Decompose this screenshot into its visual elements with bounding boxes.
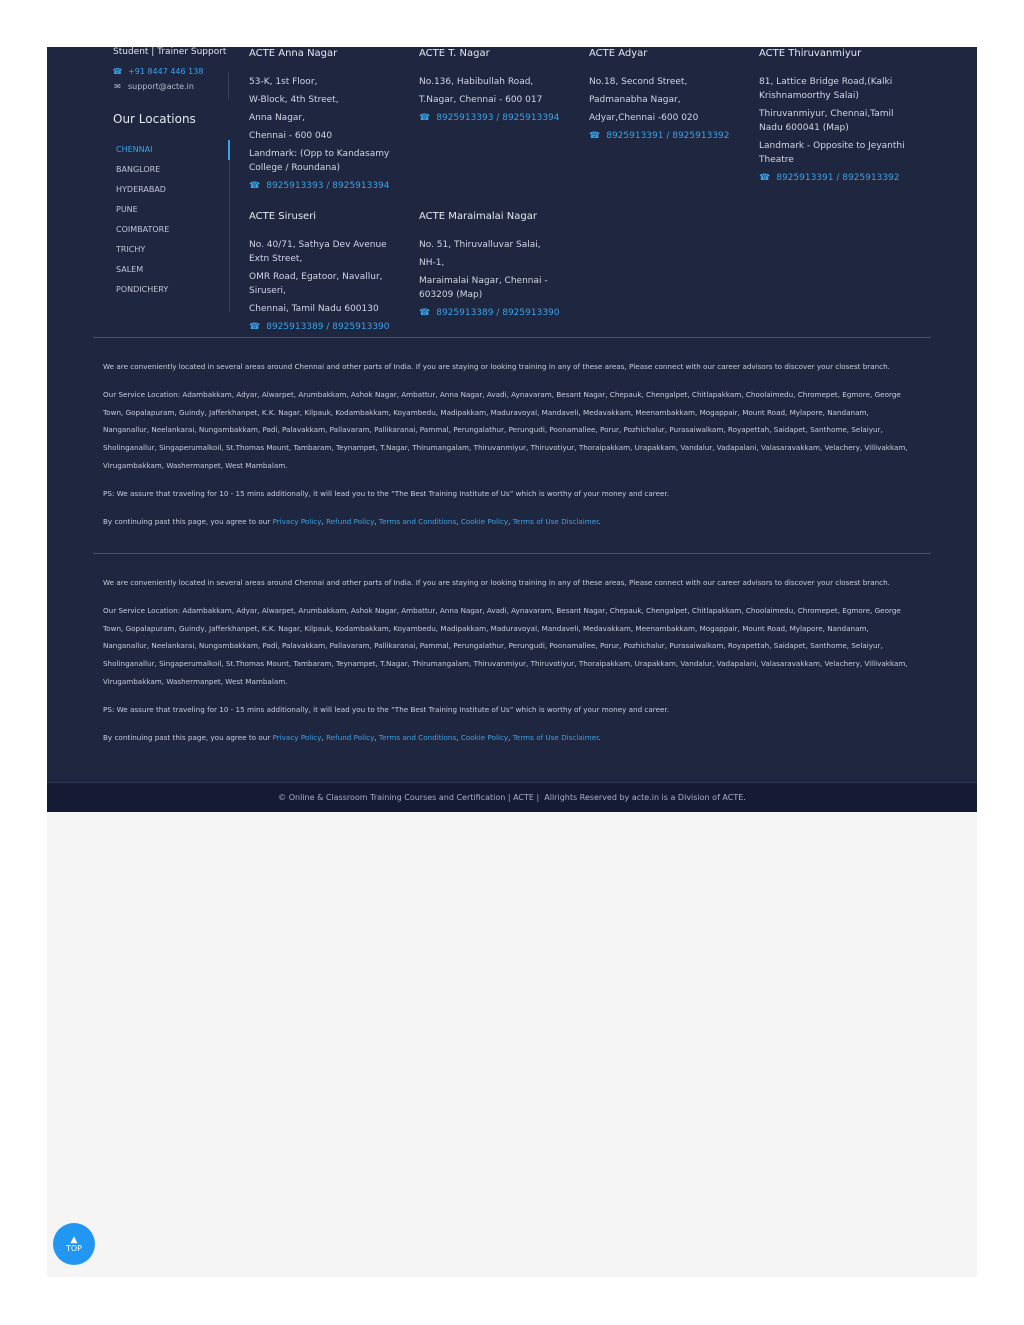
copyright-bar: [47, 782, 977, 812]
branch-phone: 8925913393 / 8925913394: [436, 113, 560, 123]
cookie-policy-link[interactable]: Cookie Policy: [460, 516, 509, 526]
address-line: No.18, Second Street,: [589, 77, 688, 87]
branch-phone-link[interactable]: [759, 171, 914, 185]
branch-thiruvanmiyur: [759, 47, 914, 185]
location-item-salem[interactable]: SALEM: [116, 265, 144, 274]
phone-icon: ☎: [249, 322, 261, 332]
info-service-locations: Our Service Location: Adambakkam, Adyar, Alwarpet, Arumbakkam, Ashok Nagar, Ambattur, Anna Nagar, Avadi, Aynavaram, Besant Nagar, Chepauk, Chengalpet, Chitlapakkam, Choolaimedu, Chromepet, Egmore, George Town, Gopalapuram, Guindy, Jafferkhanpet, K.K. Nagar, Kilpauk, Kodambakkam, Koyambedu, Madipakkam, Maduravoyal, Mandaveli, Medavakkam, Meenambakkam, Mogappair, Mount Road, Mylapore, Nandanam, Nanganallur, Neelankarai, Nungambakkam, Padi, Palavakkam, Pallavaram, Pallikaranai, Pammal, Perungalathur, Perungudi, Poonamallee, Porur, Pozhichalur, Purasaiwalkam, Royapettah, Saidapet, Santhome, Selaiyur, Sholinganallur, Singaperumalkoil, St.Thomas Mount, Tambaram, Teynampet, T.Nagar, Thirumangalam, Thiruvanmiyur, Thiruvotiyur, Thoraipakkam, Urapakkam, Vandalur, Vadapalani, Valasaravakkam, Velachery, Villivakkam, Virugambakkam, Washermanpet, West Mambalam.: [103, 389, 908, 470]
location-item-hyderabad[interactable]: HYDERABAD: [116, 185, 166, 194]
info-ps: PS: We assure that traveling for 10 - 15 mins additionally, it will lead you to the “The Best Training Institute of Us” which is worthy of your money and career.: [103, 488, 670, 498]
location-item-chennai[interactable]: CHENNAI: [113, 140, 230, 160]
locations-list: [113, 140, 230, 312]
address-line: Adyar,Chennai -600 020: [589, 113, 699, 123]
section-divider: [93, 553, 931, 554]
info-agreement: By continuing past this page, you agree to our Privacy Policy, Refund Policy, Terms and Conditions, Cookie Policy, Terms of Use Disclaimer.: [103, 732, 601, 742]
phone-icon: ☎: [419, 308, 431, 318]
phone-icon: ☎: [249, 181, 261, 191]
info-intro: We are conveniently located in several areas around Chennai and other parts of India. If you are staying or looking training in any of these areas, Please connect with our career advisors to discover your closest branch.: [103, 362, 890, 371]
info-block: [103, 358, 913, 540]
branch-maraimalai-nagar: [419, 210, 569, 320]
phone-icon: ☎: [589, 131, 601, 141]
location-item-pondichery[interactable]: PONDICHERY: [116, 285, 169, 294]
address-line: No. 40/71, Sathya Dev Avenue Extn Street,: [249, 240, 387, 264]
address-line: Anna Nagar,: [249, 113, 305, 123]
branch-title: ACTE Thiruvanmiyur: [759, 48, 862, 59]
top-label: TOP: [65, 1243, 82, 1253]
info-agreement: By continuing past this page, you agree to our Privacy Policy, Refund Policy, Terms and Conditions, Cookie Policy, Terms of Use Disclaimer.: [103, 516, 601, 526]
address-line: No. 51, Thiruvalluvar Salai,: [419, 240, 541, 250]
branch-phone: 8925913393 / 8925913394: [266, 181, 390, 191]
phone-icon: ☎: [419, 113, 431, 123]
back-to-top-button[interactable]: [53, 1223, 95, 1265]
refund-policy-link[interactable]: Refund Policy: [326, 516, 375, 526]
support-email-link[interactable]: [113, 82, 194, 91]
address-line: Maraimalai Nagar, Chennai - 603209 (Map): [419, 276, 548, 300]
envelope-icon: ✉: [114, 82, 121, 91]
support-email: support@acte.in: [128, 82, 194, 91]
branch-title: ACTE Adyar: [589, 48, 648, 59]
branch-phone-link[interactable]: [419, 306, 569, 320]
copyright-text: © Online & Classroom Training Courses and Certification | ACTE | Allrights Reserved by acte.in is a Division of ACTE.: [278, 793, 746, 802]
branch-phone-link[interactable]: [249, 320, 399, 334]
branch-phone-link[interactable]: [419, 111, 569, 125]
branch-adyar: [589, 47, 739, 143]
address-line: Landmark - Opposite to Jeyanthi Theatre: [759, 141, 905, 165]
branch-t-nagar: [419, 47, 569, 125]
site-footer: [47, 47, 977, 782]
info-service-locations: Our Service Location: Adambakkam, Adyar, Alwarpet, Arumbakkam, Ashok Nagar, Ambattur, Anna Nagar, Avadi, Aynavaram, Besant Nagar, Chepauk, Chengalpet, Chitlapakkam, Choolaimedu, Chromepet, Egmore, George Town, Gopalapuram, Guindy, Jafferkhanpet, K.K. Nagar, Kilpauk, Kodambakkam, Koyambedu, Madipakkam, Maduravoyal, Mandaveli, Medavakkam, Meenambakkam, Mogappair, Mount Road, Mylapore, Nandanam, Nanganallur, Neelankarai, Nungambakkam, Padi, Palavakkam, Pallavaram, Pallikaranai, Pammal, Perungalathur, Perungudi, Poonamallee, Porur, Pozhichalur, Purasaiwalkam, Royapettah, Saidapet, Santhome, Selaiyur, Sholinganallur, Singaperumalkoil, St.Thomas Mount, Tambaram, Teynampet, T.Nagar, Thirumangalam, Thiruvanmiyur, Thiruvotiyur, Thoraipakkam, Urapakkam, Vandalur, Vadapalani, Valasaravakkam, Velachery, Villivakkam, Virugambakkam, Washermanpet, West Mambalam.: [103, 605, 908, 686]
chevron-up-icon: ▲: [70, 1234, 78, 1245]
address-line: No.136, Habibullah Road,: [419, 77, 534, 87]
address-line: Thiruvanmiyur, Chennai,Tamil Nadu 600041 (Map): [759, 109, 894, 133]
branch-title: ACTE Siruseri: [249, 211, 317, 222]
locations-title: Our Locations: [113, 112, 196, 126]
branch-title: ACTE T. Nagar: [419, 48, 490, 59]
privacy-policy-link[interactable]: Privacy Policy: [272, 732, 322, 742]
info-intro: We are conveniently located in several areas around Chennai and other parts of India. If you are staying or looking training in any of these areas, Please connect with our career advisors to discover your closest branch.: [103, 578, 890, 587]
branch-title: ACTE Maraimalai Nagar: [419, 211, 537, 222]
page-container: [47, 47, 977, 1277]
branch-title: ACTE Anna Nagar: [249, 48, 338, 59]
branch-phone-link[interactable]: [249, 179, 399, 193]
branch-phone-link[interactable]: [589, 129, 739, 143]
cookie-policy-link[interactable]: Cookie Policy: [460, 732, 509, 742]
branch-phone: 8925913389 / 8925913390: [436, 308, 560, 318]
disclaimer-link[interactable]: Terms of Use Disclaimer: [512, 732, 599, 742]
address-line: Landmark: (Opp to Kandasamy College / Roundana): [249, 149, 390, 173]
agree-text: By continuing past this page, you agree to our: [103, 732, 273, 742]
address-line: 81, Lattice Bridge Road,(Kalki Krishnamoorthy Salai): [759, 77, 893, 101]
divider: [228, 73, 229, 99]
info-block: [103, 574, 913, 756]
address-line: Chennai, Tamil Nadu 600130: [249, 304, 379, 314]
location-item-banglore[interactable]: BANGLORE: [116, 165, 161, 174]
branch-siruseri: [249, 210, 399, 334]
terms-link[interactable]: Terms and Conditions: [378, 516, 457, 526]
disclaimer-link[interactable]: Terms of Use Disclaimer: [512, 516, 599, 526]
agree-text: By continuing past this page, you agree to our: [103, 516, 273, 526]
address-line: NH-1,: [419, 258, 445, 268]
location-item-coimbatore[interactable]: COIMBATORE: [116, 225, 170, 234]
terms-link[interactable]: Terms and Conditions: [378, 732, 457, 742]
address-line: OMR Road, Egatoor, Navallur, Siruseri,: [249, 272, 383, 296]
phone-icon: ☎: [112, 67, 123, 76]
address-line: T.Nagar, Chennai - 600 017: [419, 95, 543, 105]
branch-phone: 8925913391 / 8925913392: [776, 173, 900, 183]
support-phone-link[interactable]: [113, 67, 203, 76]
address-line: Padmanabha Nagar,: [589, 95, 681, 105]
info-ps: PS: We assure that traveling for 10 - 15 mins additionally, it will lead you to the “The Best Training Institute of Us” which is worthy of your money and career.: [103, 704, 670, 714]
branch-phone: 8925913391 / 8925913392: [606, 131, 730, 141]
location-item-pune[interactable]: PUNE: [116, 205, 138, 214]
phone-icon: ☎: [759, 173, 771, 183]
support-phone: +91 8447 446 138: [128, 67, 204, 76]
support-title: Student | Trainer Support: [113, 47, 227, 57]
privacy-policy-link[interactable]: Privacy Policy: [272, 516, 322, 526]
location-item-trichy[interactable]: TRICHY: [116, 245, 146, 254]
refund-policy-link[interactable]: Refund Policy: [326, 732, 375, 742]
address-line: Chennai - 600 040: [249, 131, 333, 141]
address-line: W-Block, 4th Street,: [249, 95, 339, 105]
branch-anna-nagar: [249, 47, 399, 193]
branch-phone: 8925913389 / 8925913390: [266, 322, 390, 332]
address-line: 53-K, 1st Floor,: [249, 77, 318, 87]
section-divider: [93, 337, 931, 338]
